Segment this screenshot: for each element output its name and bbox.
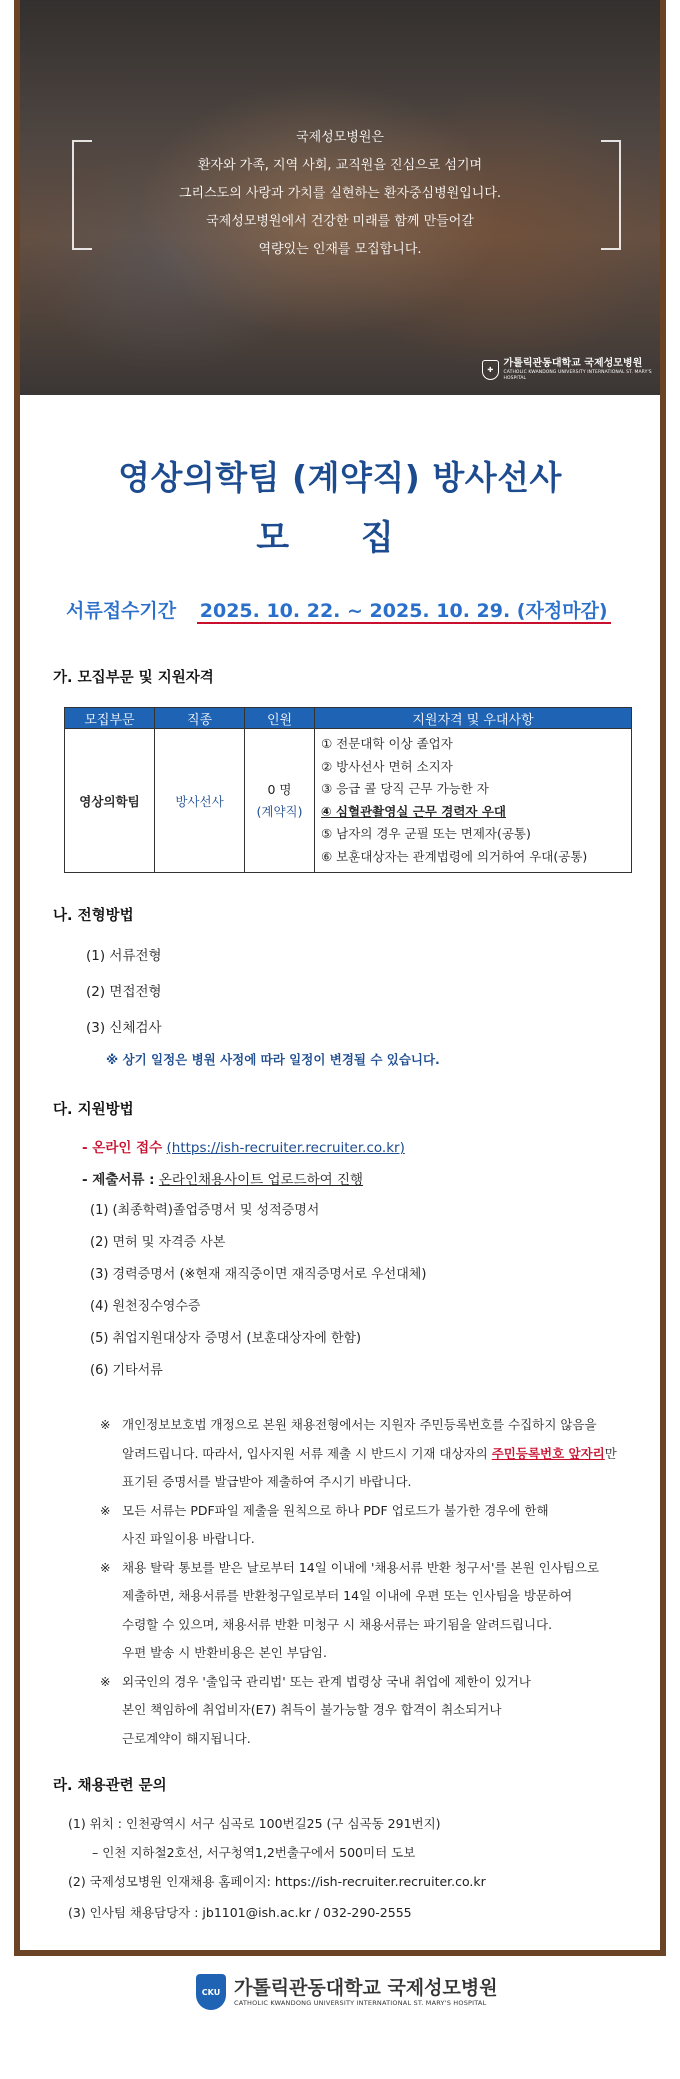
hero-logo-name: 가톨릭관동대학교 국제성모병원 [503, 358, 643, 369]
contact-email-phone[interactable]: (3) 인사팀 채용담당자 : jb1101@ish.ac.kr / 032-290-2555 [68, 1905, 412, 1920]
footer-logo-subname: CATHOLIC KWANDONG UNIVERSITY INTERNATIONAL ST. MARY'S HOSPITAL [234, 1998, 487, 2007]
notice-text: 본인 책임하에 취업비자(E7) 취득이 불가능할 경우 합격이 취소되거나 [122, 1702, 502, 1717]
table-header-cell: 직종 [155, 708, 245, 729]
notice-item [100, 1554, 660, 1668]
notice-text: 외국인의 경우 '출입국 관리법' 또는 관계 법령상 국내 취업에 제한이 있거나 [122, 1673, 531, 1689]
qualification-item: ③ 응급 콜 당직 근무 가능한 자 [321, 781, 489, 796]
table-row [65, 729, 632, 873]
document-item: (1) (최종학력)졸업증명서 및 성적증명서 [90, 1203, 320, 1218]
notice-text-part: 알려드립니다. 따라서, 입사지원 서류 제출 시 반드시 기재 대상자의 [122, 1445, 492, 1461]
hero-logo-subname: CATHOLIC KWANDONG UNIVERSITY INTERNATIONAL ST. MARY'S HOSPITAL [503, 370, 652, 381]
hospital-emblem-icon: CKU [196, 1974, 226, 2010]
table-header-row [65, 708, 632, 729]
contact-location: (1) 위치 : 인천광역시 서구 심곡로 100번길25 (구 심곡동 291번지) [68, 1816, 441, 1831]
notice-text: 사진 파일이용 바랍니다. [122, 1531, 255, 1546]
notice-text: 모든 서류는 PDF파일 제출을 원칙으로 하나 PDF 업로드가 불가한 경우에 한해 [122, 1502, 549, 1518]
hero-intro [110, 124, 570, 264]
document-item: (3) 경력증명서 (※현재 재직중이면 재직증명서로 우선대체) [90, 1267, 427, 1282]
notice-text-part: 만 [604, 1445, 617, 1461]
hero-hospital-logo [482, 358, 660, 382]
qualification-item: ② 방사선사 면허 소지자 [321, 758, 453, 774]
notice-text: 근로계약이 해지됩니다. [122, 1730, 251, 1746]
notice-text [122, 1440, 660, 1469]
contact-homepage[interactable]: (2) 국제성모병원 인재채용 홈페이지: https://ish-recruiter.recruiter.co.kr [68, 1874, 486, 1889]
hero-intro-line: 그리스도의 사랑과 가치를 실현하는 환자중심병원입니다. [178, 186, 502, 201]
poster-frame [14, 0, 666, 1956]
notice-mark: ※ [100, 1502, 111, 1518]
page-title: 영상의학팀 (계약직) 방사선사 [118, 458, 562, 497]
qualification-item: ⑥ 보훈대상자는 관계법령에 의거하여 우대(공통) [321, 848, 588, 864]
qualification-item: ① 전문대학 이상 졸업자 [321, 736, 453, 751]
footer-logo-name: 가톨릭관동대학교 국제성모병원 [234, 1976, 498, 1999]
section-heading-da: 다. 지원방법 [53, 1102, 134, 1118]
document-item: (2) 면허 및 자격증 사본 [90, 1235, 226, 1250]
notice-mark: ※ [100, 1417, 111, 1432]
application-period [66, 596, 611, 623]
table-header-cell: 인원 [245, 708, 315, 729]
qualification-item: ⑤ 남자의 경우 군필 또는 면제자(공통) [321, 826, 531, 841]
notice-item [100, 1411, 660, 1497]
notice-text: 우편 발송 시 반환비용은 본인 부담임. [122, 1645, 327, 1660]
period-dates: 2025. 10. 22. ~ 2025. 10. 29. (자정마감) [197, 600, 611, 624]
count-note: (계약직) [256, 803, 303, 819]
schedule-change-note: ※ 상기 일정은 병원 사정에 따라 일정이 변경될 수 있습니다. [106, 1052, 440, 1067]
hospital-emblem-icon: ✚ [482, 360, 499, 380]
documents-line [82, 1168, 363, 1188]
period-label: 서류접수기간 [66, 600, 177, 622]
online-apply-line [82, 1136, 405, 1156]
dept-cell: 영상의학팀 [65, 729, 155, 873]
recruitment-table [64, 707, 632, 873]
section-heading-na: 나. 전형방법 [53, 908, 134, 924]
hero-intro-line: 국제성모병원에서 건강한 미래를 함께 만들어갈 [206, 214, 474, 229]
document-item: (6) 기타서류 [90, 1363, 163, 1378]
notice-highlight: 주민등록번호 앞자리 [491, 1445, 605, 1461]
hero-intro-line: 환자와 가족, 지역 사회, 교직원을 진심으로 섬기며 [197, 158, 483, 173]
notice-text: 제출하면, 채용서류를 반환청구일로부터 14일 이내에 우편 또는 인사팀을 방문하여 [122, 1588, 573, 1603]
hero-intro-line: 국제성모병원은 [296, 130, 384, 145]
footer-hospital-logo [196, 1974, 498, 2010]
notice-mark: ※ [100, 1559, 111, 1575]
notice-item [100, 1668, 660, 1754]
hero-banner [20, 0, 660, 395]
notice-text: 개인정보보호법 개정으로 본원 채용전형에서는 지원자 주민등록번호를 수집하지 않음을 [122, 1417, 597, 1432]
count-value: 0 명 [267, 781, 292, 797]
notice-text: 수령할 수 있으며, 채용서류 반환 미청구 시 채용서류는 파기됨을 알려드립니다. [122, 1616, 553, 1632]
notice-item [100, 1497, 660, 1554]
selection-step: (3) 신체검사 [86, 1020, 162, 1036]
job-cell: 방사선사 [155, 729, 245, 873]
table-header-cell: 지원자격 및 우대사항 [315, 708, 632, 729]
page-subtitle: 모 집 [256, 518, 424, 558]
documents-label: - 제출서류 : [82, 1172, 155, 1188]
hero-intro-line: 역량있는 인재를 모집합니다. [258, 242, 422, 257]
section-heading-ra: 라. 채용관련 문의 [53, 1778, 167, 1794]
hero-bracket-left [72, 140, 92, 250]
document-item: (4) 원천징수영수증 [90, 1299, 201, 1314]
contact-transit: – 인천 지하철2호선, 서구청역1,2번출구에서 500미터 도보 [92, 1845, 416, 1860]
documents-desc: 온라인채용사이트 업로드하여 진행 [158, 1172, 364, 1188]
selection-step: (2) 면접전형 [86, 984, 162, 1000]
qualification-item-preferred: ④ 심혈관촬영실 근무 경력자 우대 [321, 803, 506, 819]
hero-bracket-right [601, 140, 621, 250]
notice-mark: ※ [100, 1673, 111, 1689]
online-apply-label: - 온라인 접수 [82, 1140, 163, 1156]
count-cell [245, 729, 315, 873]
table-header-cell: 모집부문 [65, 708, 155, 729]
section-heading-ga: 가. 모집부문 및 지원자격 [53, 670, 214, 686]
recruit-site-link[interactable]: (https://ish-recruiter.recruiter.co.kr) [166, 1140, 405, 1156]
document-item: (5) 취업지원대상자 증명서 (보훈대상자에 한함) [90, 1331, 362, 1346]
notice-text: 채용 탈락 통보를 받은 날로부터 14일 이내에 '채용서류 반환 청구서'를 본원 인사팀으로 [122, 1559, 600, 1575]
notice-list [100, 1411, 660, 1753]
notice-text: 표기된 증명서를 발급받아 제출하여 주시기 바랍니다. [122, 1474, 412, 1489]
qualifications-cell [315, 729, 632, 873]
selection-step: (1) 서류전형 [86, 948, 162, 964]
